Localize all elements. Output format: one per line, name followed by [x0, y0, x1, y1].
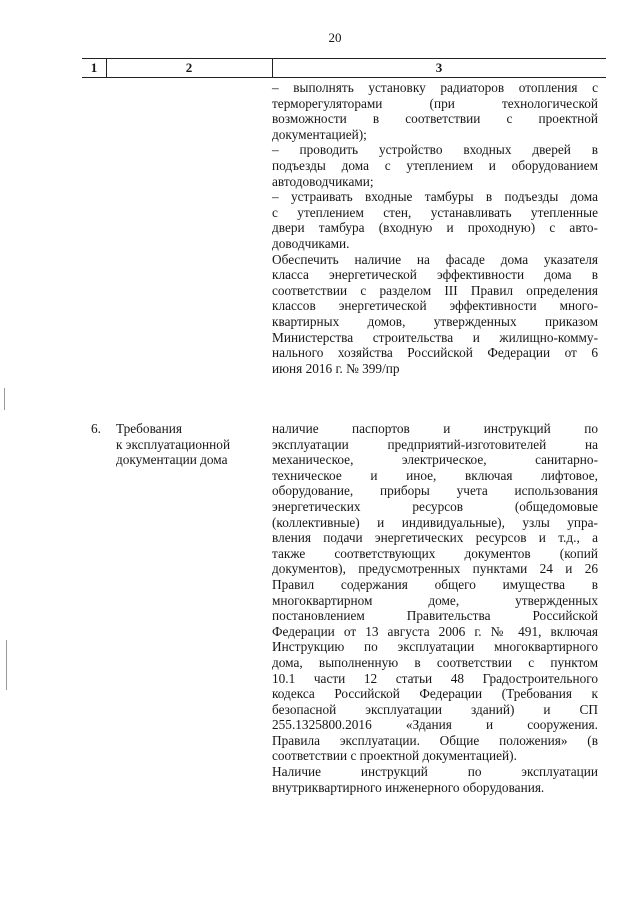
text-line: – выполнять установку радиаторов отопления с	[272, 80, 598, 95]
text-line: документацией);	[272, 126, 367, 142]
text-line: оборудование, приборы учета использования	[272, 483, 598, 499]
text-line: 10.1 части 12 статьи 48 Градостроительного	[272, 670, 598, 686]
text-line: соответствии с разделом III Правил определения	[272, 282, 598, 298]
table-header-row	[82, 58, 606, 78]
text-line: классов энергетической эффективности много-	[272, 298, 598, 314]
text-line: наличие паспортов и инструкций по	[272, 421, 598, 436]
text-line: 255.1325800.2016 «Здания и сооружения.	[272, 717, 598, 733]
requirement-title	[116, 421, 266, 468]
text-line: постановлением Правительства Российской	[272, 608, 598, 624]
text-line: возможности в соответствии с проектной	[272, 111, 598, 127]
text-line: класса энергетической эффективности дома в	[272, 267, 598, 283]
text-line: терморегуляторами (при технологической	[272, 95, 598, 111]
paragraph	[272, 142, 598, 189]
text-line: соответствии с проектной документацией).	[272, 748, 517, 764]
text-line: энергетических ресурсов (общедомовые	[272, 498, 598, 514]
text-line: июня 2016 г. № 399/пр	[272, 360, 400, 376]
header-col-1: 1	[90, 60, 98, 75]
text-line: техническое и иное, включая лифтовое,	[272, 467, 598, 483]
text-line: Министерства строительства и жилищно-комму-	[272, 329, 598, 345]
paragraph	[272, 80, 598, 142]
text-line: подъезды дома с утеплением и оборудованием	[272, 157, 598, 173]
text-line: автодоводчиками;	[272, 173, 374, 189]
text-line: Федерации от 13 августа 2006 г. № 491, включая	[272, 623, 598, 639]
text-line: кодекса Российской Федерации (Требования к	[272, 686, 598, 702]
text-line: нального хозяйства Российской Федерации от 6	[272, 345, 598, 361]
text-line: многоквартирном доме, утвержденных	[272, 592, 598, 608]
text-line: документов), предусмотренных пунктами 24 и 26	[272, 561, 598, 577]
text-line: квартирных домов, утвержденных приказом	[272, 313, 598, 329]
text-line: доводчиками.	[272, 235, 350, 251]
text-line: Обеспечить наличие на фасаде дома указателя	[272, 251, 598, 267]
text-line: также соответствующих документов (копий	[272, 545, 598, 561]
text-line: вления подачи энергетических ресурсов и т.д., а	[272, 530, 598, 546]
header-col-2: 2	[185, 60, 193, 75]
scan-artifact	[4, 388, 5, 410]
text-line: дома, выполненную в соответствии с пунктом	[272, 654, 598, 670]
paragraph	[272, 421, 598, 764]
text-line: (коллективные) и индивидуальные), узлы упра-	[272, 514, 598, 530]
text-line: эксплуатации предприятий-изготовителей на	[272, 436, 598, 452]
page-number: 20	[328, 30, 342, 45]
text-line: двери тамбура (входную и проходную) с авто-	[272, 220, 598, 236]
paragraph	[272, 252, 598, 377]
text-line: – проводить устройство входных дверей в	[272, 142, 598, 158]
text-line: безопасной эксплуатации зданий) и СП	[272, 701, 598, 717]
text-line: Наличие инструкций по эксплуатации	[272, 764, 598, 780]
paragraph	[272, 764, 598, 795]
requirement-text	[272, 421, 598, 795]
text-line: Правил содержания общего имущества в	[272, 576, 598, 592]
paragraph	[272, 189, 598, 251]
text-line: с утеплением стен, устанавливать утепленные	[272, 204, 598, 220]
text-line: механическое, электрическое, санитарно-	[272, 452, 598, 468]
requirement-title-line: Требования	[116, 421, 182, 436]
text-line: внутриквартирного инженерного оборудования.	[272, 779, 545, 795]
text-line: Инструкцию по эксплуатации многоквартирного	[272, 639, 598, 655]
row-number: 6.	[91, 421, 101, 436]
requirement-title-line: документации дома	[116, 452, 228, 468]
requirement-title-line: к эксплуатационной	[116, 436, 231, 452]
scan-artifact	[6, 640, 7, 690]
header-col-3: 3	[435, 60, 443, 75]
continuation-text	[272, 80, 598, 376]
text-line: Правила эксплуатации. Общие положения» (в	[272, 732, 598, 748]
text-line: – устраивать входные тамбуры в подъезды дома	[272, 189, 598, 205]
